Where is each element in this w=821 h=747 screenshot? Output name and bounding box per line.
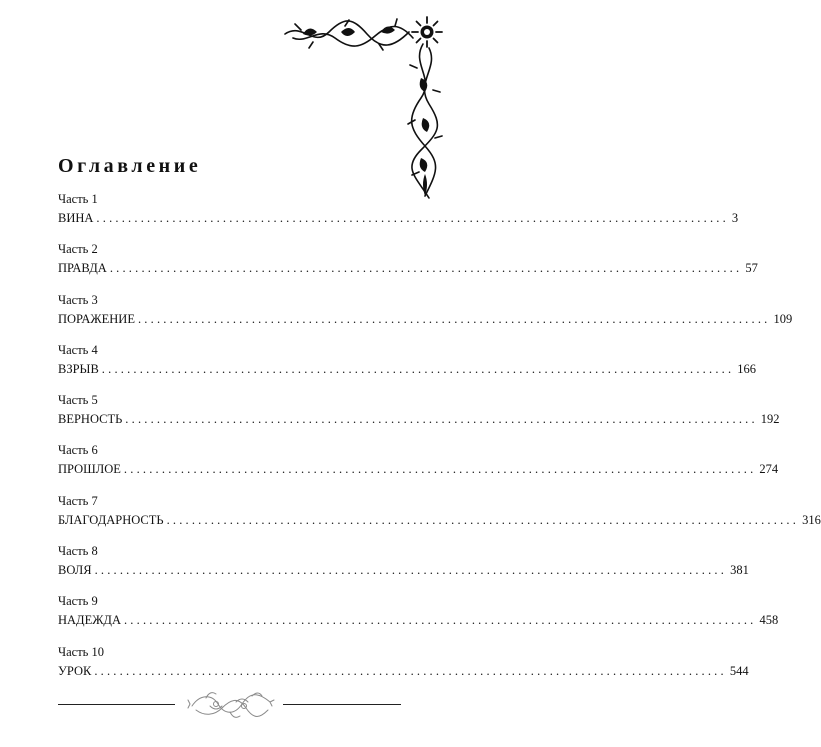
toc-entry[interactable] (58, 593, 779, 643)
page-title: Оглавление (58, 155, 202, 177)
page-number: 3 (731, 211, 739, 225)
part-number: Часть 2 (58, 242, 98, 257)
page-number: 316 (802, 512, 821, 527)
table-of-contents (58, 191, 821, 694)
part-number: Часть 7 (58, 493, 98, 508)
page-number: 274 (759, 462, 779, 477)
dot-leader: .................................................................................................... (123, 613, 757, 628)
page-number: 57 (745, 261, 758, 276)
dot-leader: .................................................................................................... (137, 311, 771, 326)
chapter-title: ВОЛЯ (58, 563, 92, 578)
toc-entry[interactable] (58, 292, 793, 342)
toc-entry[interactable] (58, 543, 749, 593)
dot-leader: .................................................................................................... (101, 361, 735, 376)
divider-left (58, 704, 175, 705)
chapter-title: НАДЕЖДА (58, 613, 121, 628)
page-number: 544 (729, 663, 749, 678)
chapter-title: ВЗРЫВ (58, 361, 99, 376)
part-number: Часть 3 (58, 292, 98, 307)
chapter-title: БЛАГОДАРНОСТЬ (58, 512, 164, 527)
toc-entry[interactable] (58, 191, 739, 241)
chapter-title: ПРАВДА (58, 261, 107, 276)
page-number: 458 (759, 613, 779, 628)
toc-entry[interactable] (58, 493, 821, 543)
toc-entry[interactable] (58, 442, 779, 492)
chapter-title: ВИНА (58, 211, 94, 225)
dot-leader: .................................................................................................... (166, 512, 800, 527)
chapter-title: ПРОШЛОЕ (58, 462, 121, 477)
part-number: Часть 6 (58, 443, 98, 458)
chapter-title: ВЕРНОСТЬ (58, 412, 123, 427)
part-number: Часть 10 (58, 644, 105, 659)
divider-right (283, 704, 401, 705)
toc-entry[interactable] (58, 392, 780, 442)
part-number: Часть 9 (58, 594, 98, 609)
dot-leader: .................................................................................................... (94, 663, 727, 678)
dot-leader: .................................................................................................... (94, 563, 728, 578)
part-number: Часть 1 (58, 192, 98, 206)
dragon-ornament-icon (186, 686, 276, 724)
chapter-title: ПОРАЖЕНИЕ (58, 311, 135, 326)
part-number: Часть 5 (58, 393, 98, 408)
dot-leader: .................................................................................................... (123, 462, 757, 477)
dot-leader: .................................................................................................... (125, 412, 758, 427)
page-number: 166 (737, 361, 757, 376)
page-number: 109 (773, 311, 793, 326)
page-number: 381 (730, 563, 749, 578)
part-number: Часть 8 (58, 544, 98, 559)
part-number: Часть 4 (58, 342, 98, 357)
page-number: 192 (760, 412, 780, 427)
chapter-title: УРОК (58, 663, 92, 678)
toc-entry[interactable] (58, 342, 757, 392)
toc-entry[interactable] (58, 241, 758, 291)
dot-leader: .................................................................................................... (109, 261, 743, 276)
dot-leader: .................................................................................................... (96, 211, 729, 225)
ornamental-corner-icon (283, 8, 443, 200)
